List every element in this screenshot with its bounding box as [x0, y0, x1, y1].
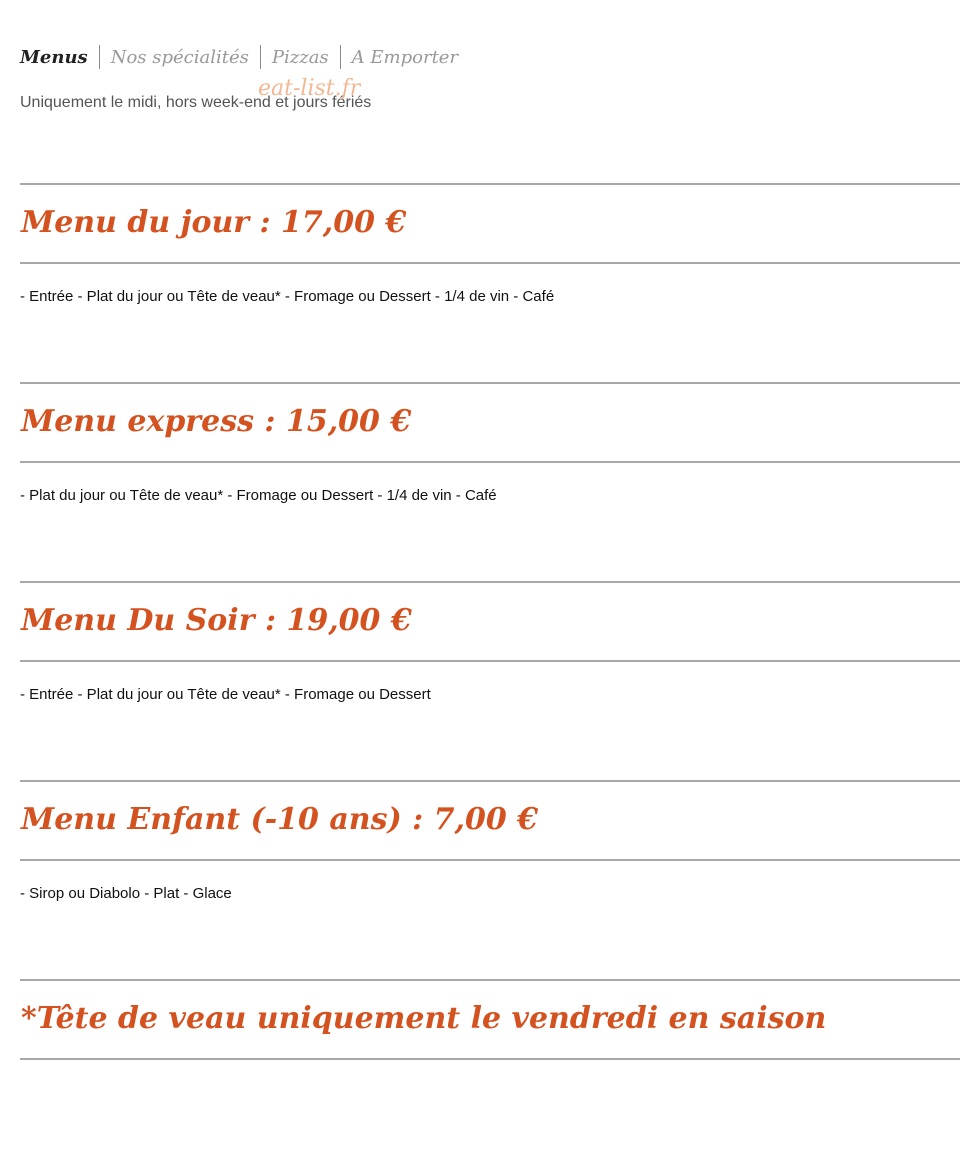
menu-express-description: - Plat du jour ou Tête de veau* - Fromage ou Dessert - 1/4 de vin - Café — [20, 487, 497, 504]
section-divider — [20, 382, 960, 384]
section-divider — [20, 780, 960, 782]
footnote-tete-de-veau: *Tête de veau uniquement le vendredi en saison — [21, 1001, 827, 1036]
section-divider — [20, 262, 960, 264]
tab-divider — [260, 45, 261, 69]
menu-tabs — [20, 44, 458, 70]
tab-divider — [340, 45, 341, 69]
availability-note: Uniquement le midi, hors week-end et jours fériés — [20, 94, 372, 111]
tab-menus[interactable]: Menus — [20, 46, 88, 68]
tab-nos-specialites[interactable]: Nos spécialités — [110, 46, 249, 68]
menu-enfant-description: - Sirop ou Diabolo - Plat - Glace — [20, 885, 232, 902]
menu-express-title: Menu express : 15,00 € — [21, 404, 412, 439]
section-divider — [20, 461, 960, 463]
menu-du-soir-title: Menu Du Soir : 19,00 € — [21, 603, 412, 638]
site-watermark: eat-list.fr — [258, 76, 361, 101]
menu-enfant-title: Menu Enfant (-10 ans) : 7,00 € — [21, 802, 539, 837]
section-divider — [20, 979, 960, 981]
tab-divider — [99, 45, 100, 69]
menu-du-jour-description: - Entrée - Plat du jour ou Tête de veau* - Fromage ou Dessert - 1/4 de vin - Café — [20, 288, 555, 305]
tab-pizzas[interactable]: Pizzas — [271, 46, 329, 68]
section-divider — [20, 660, 960, 662]
tab-a-emporter[interactable]: A Emporter — [351, 46, 459, 68]
section-divider — [20, 859, 960, 861]
menu-du-jour-title: Menu du jour : 17,00 € — [21, 205, 407, 240]
section-divider — [20, 183, 960, 185]
section-divider — [20, 581, 960, 583]
menu-du-soir-description: - Entrée - Plat du jour ou Tête de veau* - Fromage ou Dessert — [20, 686, 431, 703]
section-divider — [20, 1058, 960, 1060]
